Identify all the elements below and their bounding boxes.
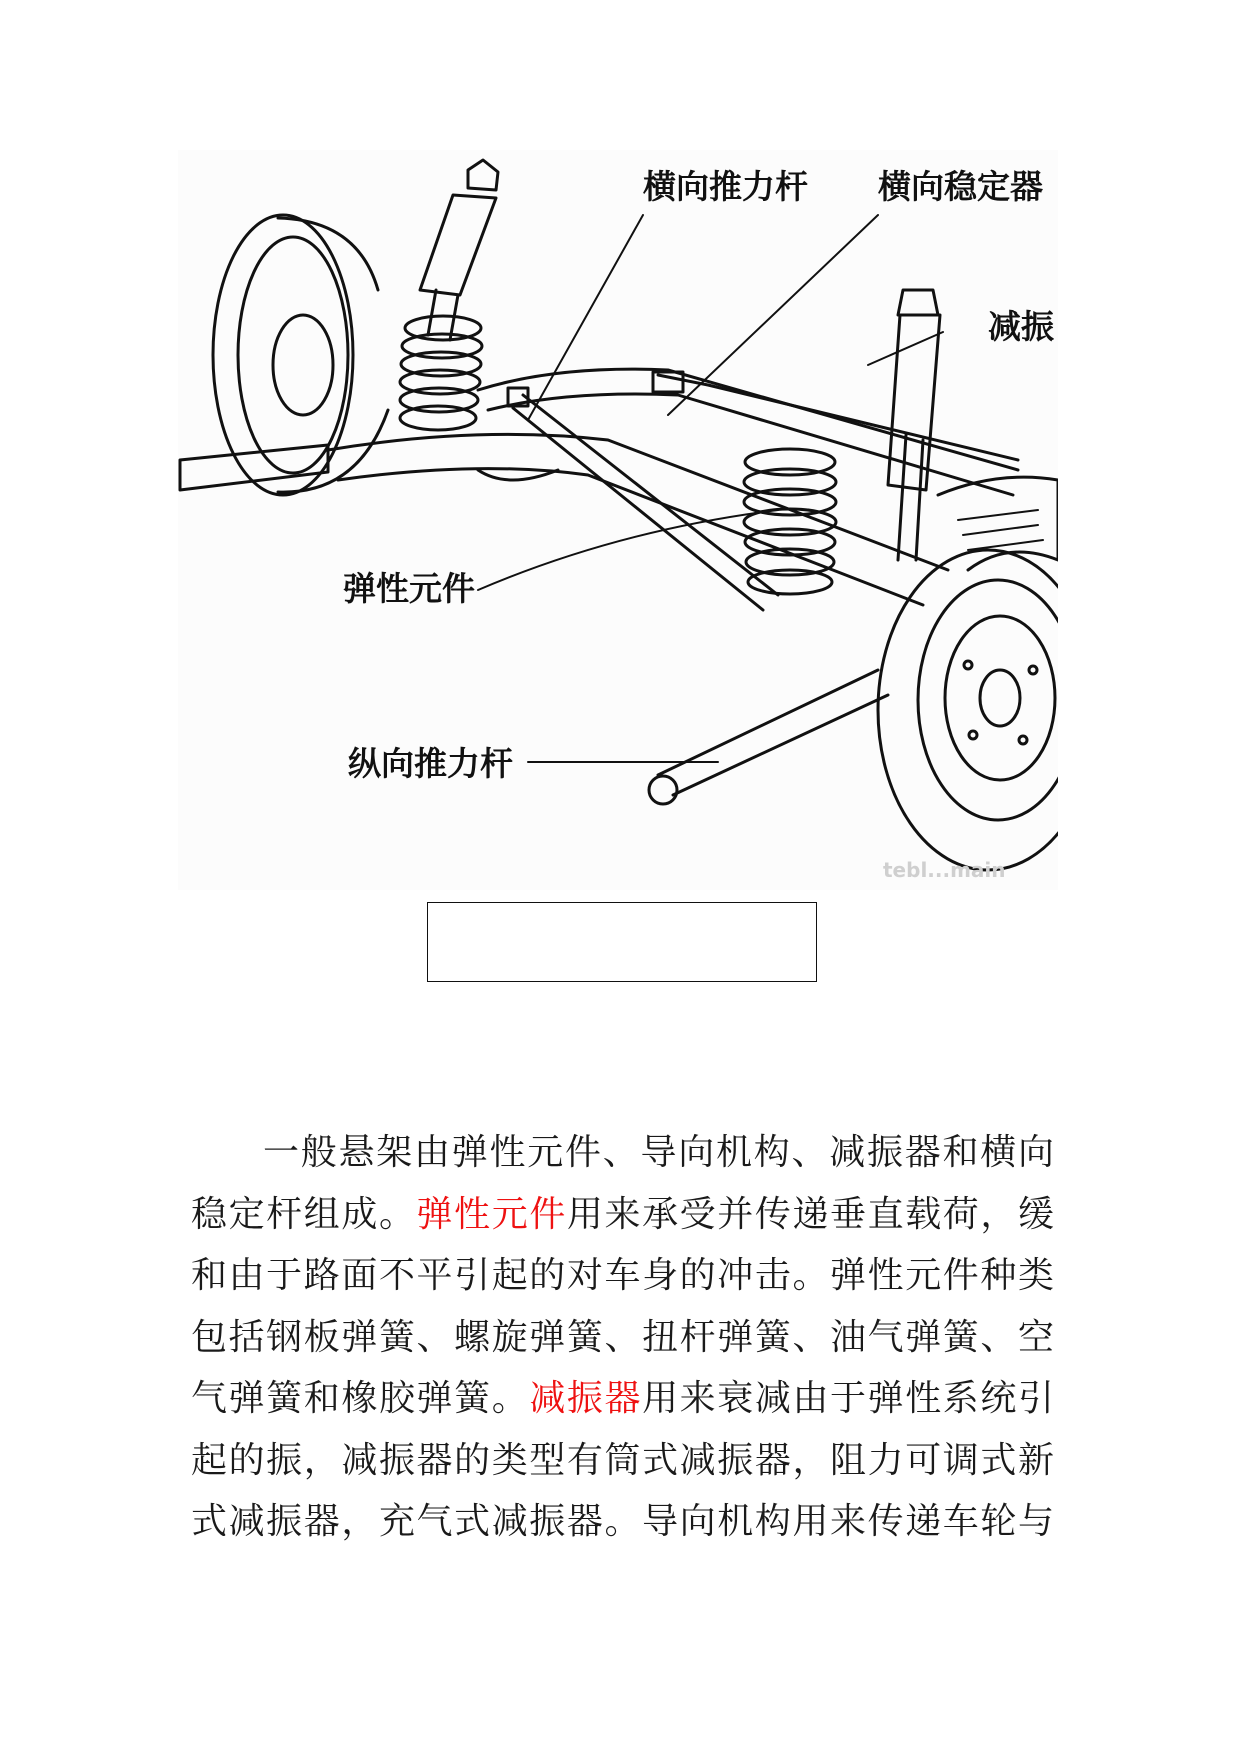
shock-absorber-right xyxy=(888,290,940,560)
highlight-damper: 减振器 xyxy=(529,1378,643,1419)
body-paragraph xyxy=(191,1122,1054,1553)
label-damper: 减振 xyxy=(988,307,1054,346)
text-line-1: 一般悬架由弹性元件、导向机构、减振器和横向 xyxy=(263,1132,1054,1173)
label-elastic-element: 弹性元件 xyxy=(343,569,475,608)
text-line-4: 包括钢板弹簧、螺旋弹簧、扭杆弹簧、油气弹簧、空 xyxy=(191,1316,1054,1358)
leader-lines xyxy=(478,215,943,762)
stabilizer-bar xyxy=(658,375,1018,460)
text-line-5 xyxy=(191,1368,1054,1430)
shock-absorber-left xyxy=(420,160,498,340)
longitudinal-rod xyxy=(649,670,888,804)
highlight-elastic-element: 弹性元件 xyxy=(416,1193,567,1235)
text-line-2 xyxy=(191,1184,1054,1246)
label-longitudinal-rod: 纵向推力杆 xyxy=(348,744,513,783)
suspension-diagram xyxy=(178,150,1058,890)
text-line-7: 式减振器，充气式减振器。导向机构用来传递车轮与 xyxy=(191,1501,1054,1542)
lateral-rod xyxy=(508,388,778,610)
text-line-6: 起的振，减振器的类型有筒式减振器，阻力可调式新 xyxy=(191,1439,1054,1481)
text-segment: 用来承受并传递垂直载荷，缓 xyxy=(566,1193,1054,1235)
text-segment: 用来衰减由于弹性系统引 xyxy=(642,1378,1054,1419)
text-segment: 稳定杆组成。 xyxy=(191,1193,417,1235)
label-lateral-rod: 横向推力杆 xyxy=(643,167,808,206)
text-line-3: 和由于路面不平引起的对车身的冲击。弹性元件种类 xyxy=(191,1255,1054,1296)
coil-spring-left xyxy=(400,316,482,430)
label-stabilizer: 横向稳定器 xyxy=(878,167,1043,206)
caption-box xyxy=(427,902,817,982)
suspension-figure xyxy=(178,150,1058,890)
text-segment: 气弹簧和橡胶弹簧。 xyxy=(191,1378,530,1419)
watermark: tebl...main xyxy=(883,858,1006,882)
